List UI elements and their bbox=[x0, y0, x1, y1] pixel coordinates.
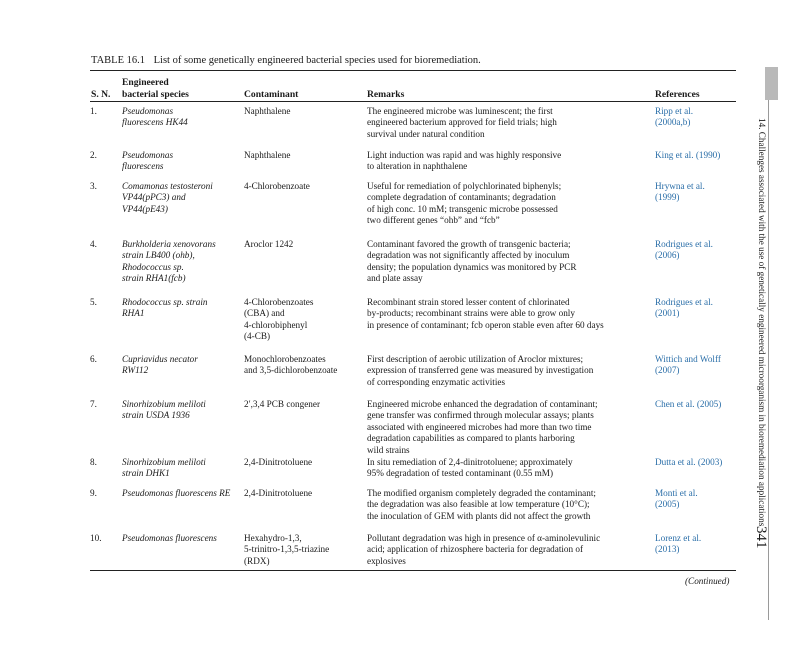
cell-contaminant-line: (CBA) and bbox=[244, 308, 285, 319]
cell-sn: 2. bbox=[90, 150, 97, 160]
bottom-rule bbox=[90, 570, 736, 571]
cell-reference-line: Hrywna et al. bbox=[655, 181, 705, 191]
cell-species-line: strain USDA 1936 bbox=[122, 410, 190, 421]
cell-species bbox=[122, 354, 244, 399]
cell-remarks bbox=[367, 354, 655, 399]
cell-species-line: strain DHK1 bbox=[122, 468, 170, 479]
cell-remarks-line: Contaminant favored the growth of transgenic bacteria; bbox=[367, 239, 571, 249]
cell-reference[interactable] bbox=[655, 354, 736, 399]
cell-remarks-line: Useful for remediation of polychlorinated biphenyls; bbox=[367, 181, 562, 191]
cell-remarks-line: Recombinant strain stored lesser content of chlorinated bbox=[367, 297, 570, 307]
header-contaminant: Contaminant bbox=[244, 89, 299, 100]
cell-reference[interactable] bbox=[655, 488, 736, 533]
table-title: List of some genetically engineered bacterial species used for bioremediation. bbox=[153, 55, 481, 66]
cell-contaminant bbox=[244, 354, 367, 399]
cell-remarks-line: of corresponding enzymatic activities bbox=[367, 376, 506, 387]
cell-contaminant-line: and 3,5-dichlorobenzoate bbox=[244, 365, 338, 376]
cell-remarks bbox=[367, 150, 655, 181]
cell-contaminant bbox=[244, 533, 367, 573]
cell-remarks-line: Light induction was rapid and was highly responsive bbox=[367, 150, 562, 160]
cell-species bbox=[122, 150, 244, 181]
cell-contaminant-line: 4-chlorobiphenyl bbox=[244, 319, 308, 330]
cell-species-line: Rhodococcus sp. strain bbox=[122, 297, 208, 307]
cell-species-line: strain LB400 (ohb), bbox=[122, 250, 195, 261]
cell-reference[interactable] bbox=[655, 399, 736, 457]
page-number: 341 bbox=[753, 526, 769, 549]
cell-species-line: Sinorhizobium meliloti bbox=[122, 457, 206, 467]
cell-contaminant-line: Naphthalene bbox=[244, 106, 291, 116]
continued-note: (Continued) bbox=[685, 576, 730, 586]
cell-remarks-line: the degradation was also feasible at low temperature (10°C); bbox=[367, 499, 590, 510]
cell-sn: 1. bbox=[90, 106, 97, 116]
cell-contaminant bbox=[244, 457, 367, 488]
cell-remarks-line: Engineered microbe enhanced the degradation of contaminant; bbox=[367, 399, 598, 409]
cell-remarks bbox=[367, 239, 655, 297]
table-row bbox=[90, 106, 736, 150]
cell-reference[interactable] bbox=[655, 457, 736, 488]
cell-contaminant-line: 2,4-Dinitrotoluene bbox=[244, 457, 313, 467]
cell-reference-line: Rodrigues et al. bbox=[655, 239, 713, 249]
cell-species-line: Rhodococcus sp. bbox=[122, 261, 184, 272]
table-body bbox=[90, 106, 736, 573]
cell-contaminant bbox=[244, 488, 367, 533]
cell-reference-line: Ripp et al. bbox=[655, 106, 694, 116]
cell-reference-line: Wittich and Wolff bbox=[655, 354, 721, 364]
cell-species-line: Cupriavidus necator bbox=[122, 354, 198, 364]
table-row bbox=[90, 457, 736, 488]
cell-remarks-line: degradation capabilities as compared to plants harboring bbox=[367, 433, 575, 444]
cell-sn: 8. bbox=[90, 457, 97, 467]
cell-species bbox=[122, 488, 244, 533]
cell-remarks-line: by-products; recombinant strains were able to grow only bbox=[367, 308, 575, 319]
cell-contaminant-line: 2′,3,4 PCB congener bbox=[244, 399, 321, 409]
cell-remarks bbox=[367, 106, 655, 150]
cell-contaminant bbox=[244, 150, 367, 181]
cell-contaminant-line: Aroclor 1242 bbox=[244, 239, 294, 249]
cell-reference-line: (2000a,b) bbox=[655, 117, 691, 128]
cell-sn: 3. bbox=[90, 181, 97, 191]
cell-species-line: RW112 bbox=[122, 365, 149, 376]
cell-species-line: fluorescens HK44 bbox=[122, 117, 188, 128]
cell-remarks-line: complete degradation of contaminants; degradation bbox=[367, 192, 556, 203]
table-row bbox=[90, 150, 736, 181]
cell-reference-line: (2005) bbox=[655, 499, 680, 510]
cell-contaminant-line: 2,4-Dinitrotoluene bbox=[244, 488, 313, 498]
cell-remarks bbox=[367, 297, 655, 354]
cell-remarks-line: gene transfer was confirmed through molecular assays; plants bbox=[367, 410, 594, 421]
cell-remarks bbox=[367, 181, 655, 239]
running-head: 14. Challenges associated with the use of genetically engineered microorganism in bioremediation applications bbox=[757, 118, 767, 527]
cell-species bbox=[122, 297, 244, 354]
cell-sn: 4. bbox=[90, 239, 97, 249]
cell-contaminant-line: 5-trinitro-1,3,5-triazine bbox=[244, 544, 330, 555]
cell-species-line: strain RHA1(fcb) bbox=[122, 273, 186, 284]
cell-contaminant-line: Monochlorobenzoates bbox=[244, 354, 326, 364]
header-species bbox=[122, 77, 189, 101]
cell-species bbox=[122, 181, 244, 239]
cell-species-line: Comamonas testosteroni bbox=[122, 181, 213, 191]
cell-reference-line: Lorenz et al. bbox=[655, 533, 702, 543]
cell-contaminant bbox=[244, 181, 367, 239]
cell-contaminant bbox=[244, 297, 367, 354]
table-row bbox=[90, 181, 736, 239]
table-row bbox=[90, 488, 736, 533]
cell-remarks-line: survival under natural condition bbox=[367, 128, 485, 139]
cell-reference-line: (1999) bbox=[655, 192, 680, 203]
cell-remarks-line: and plate assay bbox=[367, 273, 423, 284]
cell-species bbox=[122, 239, 244, 297]
cell-remarks-line: in presence of contaminant; fcb operon stable even after 60 days bbox=[367, 319, 604, 330]
cell-contaminant bbox=[244, 239, 367, 297]
cell-species-line: Sinorhizobium meliloti bbox=[122, 399, 206, 409]
cell-contaminant-line: (4-CB) bbox=[244, 331, 271, 342]
cell-contaminant-line: Naphthalene bbox=[244, 150, 291, 160]
cell-reference[interactable] bbox=[655, 181, 736, 239]
cell-reference-line: Chen et al. (2005) bbox=[655, 399, 722, 409]
cell-contaminant-line: (RDX) bbox=[244, 555, 270, 566]
cell-remarks-line: acid; application of rhizosphere bacteria for degradation of bbox=[367, 544, 584, 555]
cell-reference-line: (2001) bbox=[655, 308, 680, 319]
cell-species bbox=[122, 106, 244, 150]
cell-reference-line: (2013) bbox=[655, 544, 680, 555]
cell-remarks-line: expression of transferred gene was measured by investigation bbox=[367, 365, 594, 376]
cell-reference[interactable] bbox=[655, 297, 736, 354]
cell-sn: 9. bbox=[90, 488, 97, 498]
cell-remarks-line: degradation was not significantly affected by inoculum bbox=[367, 250, 570, 261]
cell-sn: 7. bbox=[90, 399, 97, 409]
table-caption bbox=[91, 55, 481, 66]
cell-sn: 5. bbox=[90, 297, 97, 307]
cell-reference[interactable] bbox=[655, 106, 736, 150]
table-row bbox=[90, 239, 736, 297]
table-label: TABLE 16.1 bbox=[91, 55, 145, 66]
header-references: References bbox=[655, 89, 700, 100]
cell-remarks-line: associated with engineered microbes had more than two time bbox=[367, 421, 592, 432]
cell-remarks-line: In situ remediation of 2,4-dinitrotoluene; approximately bbox=[367, 457, 573, 467]
cell-sn: 6. bbox=[90, 354, 97, 364]
cell-contaminant-line: 4-Chlorobenzoates bbox=[244, 297, 314, 307]
cell-remarks bbox=[367, 533, 655, 573]
cell-reference[interactable] bbox=[655, 150, 736, 181]
cell-contaminant-line: 4-Chlorobenzoate bbox=[244, 181, 310, 191]
header-rule bbox=[90, 101, 736, 102]
cell-remarks bbox=[367, 488, 655, 533]
cell-reference-line: (2006) bbox=[655, 250, 680, 261]
cell-contaminant bbox=[244, 106, 367, 150]
header-species-line1: Engineered bbox=[122, 77, 169, 88]
cell-reference-line: Dutta et al. (2003) bbox=[655, 457, 723, 467]
cell-species-line: VP44(pPC3) and bbox=[122, 192, 186, 203]
header-sn: S. N. bbox=[91, 89, 111, 100]
cell-remarks-line: wild strains bbox=[367, 444, 410, 455]
cell-reference-line: (2007) bbox=[655, 365, 680, 376]
cell-contaminant-line: Hexahydro-1,3, bbox=[244, 533, 302, 543]
cell-remarks-line: The modified organism completely degraded the contaminant; bbox=[367, 488, 596, 498]
cell-species-line: RHA1 bbox=[122, 308, 145, 319]
table-row bbox=[90, 399, 736, 457]
cell-reference[interactable] bbox=[655, 533, 736, 573]
cell-species-line: Pseudomonas bbox=[122, 150, 174, 160]
cell-species-line: Pseudomonas bbox=[122, 106, 174, 116]
cell-remarks bbox=[367, 399, 655, 457]
cell-reference[interactable] bbox=[655, 239, 736, 297]
cell-reference-line: King et al. (1990) bbox=[655, 150, 721, 160]
cell-remarks bbox=[367, 457, 655, 488]
cell-species bbox=[122, 399, 244, 457]
cell-species-line: fluorescens bbox=[122, 161, 164, 172]
cell-remarks-line: explosives bbox=[367, 555, 406, 566]
cell-remarks-line: 95% degradation of tested contaminant (0.55 mM) bbox=[367, 468, 553, 479]
cell-remarks-line: engineered bacterium approved for field trials; high bbox=[367, 117, 557, 128]
table-row bbox=[90, 533, 736, 573]
cell-species bbox=[122, 457, 244, 488]
cell-sn: 10. bbox=[90, 533, 102, 543]
header-species-line2: bacterial species bbox=[122, 89, 189, 100]
cell-reference-line: Monti et al. bbox=[655, 488, 698, 498]
cell-species-line: Burkholderia xenovorans bbox=[122, 239, 216, 249]
cell-remarks-line: density; the population dynamics was monitored by PCR bbox=[367, 261, 577, 272]
table-row bbox=[90, 354, 736, 399]
cell-contaminant bbox=[244, 399, 367, 457]
cell-remarks-line: Pollutant degradation was high in presence of α-aminolevulinic bbox=[367, 533, 601, 543]
table-row bbox=[90, 297, 736, 354]
header-remarks: Remarks bbox=[367, 89, 405, 100]
sidebar-tab bbox=[765, 67, 778, 100]
cell-remarks-line: two different genes “ohb” and “fcb” bbox=[367, 215, 500, 226]
cell-species-line: VP44(pE43) bbox=[122, 203, 168, 214]
cell-remarks-line: The engineered microbe was luminescent; the first bbox=[367, 106, 553, 116]
cell-remarks-line: the inoculation of GEM with plants did not affect the growth bbox=[367, 510, 591, 521]
top-rule bbox=[90, 70, 736, 71]
cell-species bbox=[122, 533, 244, 573]
cell-remarks-line: of high conc. 10 mM; transgenic microbe possessed bbox=[367, 203, 558, 214]
cell-remarks-line: to alteration in naphthalene bbox=[367, 161, 468, 172]
cell-remarks-line: First description of aerobic utilization of Aroclor mixtures; bbox=[367, 354, 584, 364]
cell-species-line: Pseudomonas fluorescens RE bbox=[122, 488, 231, 498]
data-table bbox=[90, 106, 736, 573]
cell-reference-line: Rodrigues et al. bbox=[655, 297, 713, 307]
cell-species-line: Pseudomonas fluorescens bbox=[122, 533, 217, 543]
